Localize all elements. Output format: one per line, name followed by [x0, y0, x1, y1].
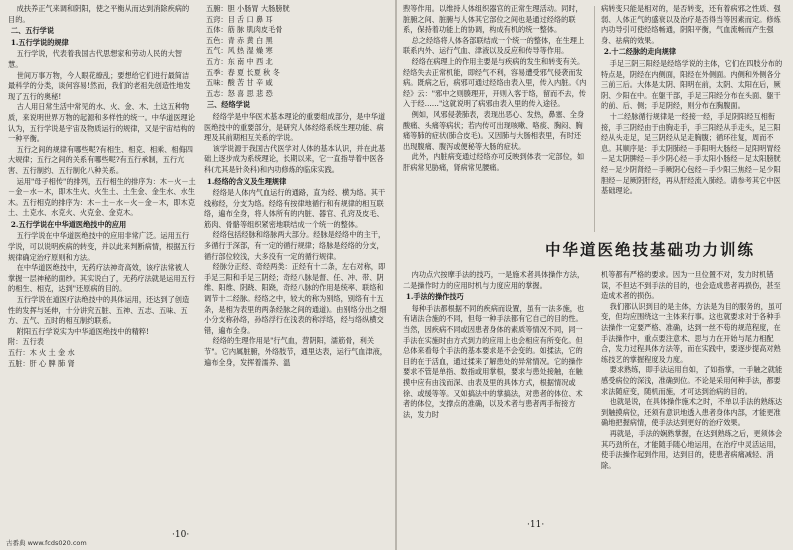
left-column-1 — [8, 4, 196, 480]
five-elements-table — [204, 4, 390, 99]
section-heading: 1.五行学说的规律 — [10, 37, 69, 47]
right-column-1-top — [403, 4, 587, 232]
paragraph: 在中华道医绝技中，无药疗法神奇高效，该疗法常被人掌握一层神秘的面纱。其实说白了，无药疗法就是运用五行的相生、相克，达到"还原病的目的。 — [8, 263, 195, 294]
table-row: 五腑：胆 小肠胃 大肠膀胱 — [206, 4, 290, 13]
paragraph: 成扶养正气来调和阴阳，使之平衡从而达到消除疾病的目的。 — [8, 4, 190, 24]
section-heading: 1.手法的操作技巧 — [405, 292, 464, 302]
paragraph: 经络包括经脉和络脉两大部分。经脉是经络中的主干，多循行于深部，有一定的循行规律；络脉是经络的分支，循行部位较浅，大多没有一定的循行规律。 — [204, 230, 386, 261]
left-page — [0, 0, 396, 550]
section-heading: 三、经络学说 — [206, 100, 251, 110]
paragraph: 机等都有严格的要求。因为一旦位置不对，发力时机错误，不但达不到手法的目的，也会造成患者再损伤，甚至造成术者的损伤。 — [601, 270, 781, 301]
paragraph: 煦等作用。以维持人体组织器官的正常生理活动。同时，脏腑之间、脏腑与人体其它部位之间也是通过经络的联系，保持着功能上的协调，构成有机的统一整体。 — [403, 4, 583, 35]
table-row: 五季：春 夏 长夏 秋 冬 — [206, 67, 280, 77]
page-number-left: ·10· — [172, 530, 190, 540]
table-row: 五志：怒 喜 思 悲 恐 — [206, 88, 273, 98]
paragraph: 运用"母子相传"的排列，五行相生的排序为：木－火－土－金－水－木，即木生火、火生土、土生金、金生水、水生木。五行相克的排序为：木－土－水－火－金－木，即木克土、土克水、水克火、火克金、金克木。 — [8, 176, 196, 218]
paragraph: 经脉分正经、奇经两类：正经有十二条，左右对称，即手足三阳和手足三阴经；奇经八脉是督、任、冲、带、阴维、阳维、阴跷、阳跷，奇经八脉的作用是统率、联络和调节十二经脉。经络之中，较大的称为别络，别络有十五条，是相为表里的两条经脉之间的通道)。由别络分出之细小分支称孙络，孙络浮行在浅表的称浮络，经与络纵横交错，遍布全身。 — [204, 262, 387, 335]
section-heading: 1.经络的含义及生理规律 — [206, 176, 287, 186]
right-column-2-bottom — [601, 270, 785, 536]
paragraph: 世间万事万物，今人眼花缭乱；要想给它们进行最简洁最科学的分类，谈何容易!然而，我们的老祖先创造性地发现了五行的奥秘! — [8, 70, 191, 101]
table-row: 五气：风 热 湿 燥 寒 — [206, 46, 273, 56]
paragraph: 经络是人体内气血运行的通路，直为经、横为络。其干线称经，分支为络。经络有按律地循行和有规律的相互联络，遍布全身，将人体所有的内脏、器官、孔窍及皮毛、筋肉、骨骼等组织紧密地联结成一个统一的整体。 — [204, 188, 386, 229]
paragraph: 再就是，手法的娴熟掌握，在达到熟练之后，更须体会其巧劲所在，才能随手随心地运用，在治疗中灵活运用，使手法操作起到作用，达到目的，使患者病痛减轻、消除。 — [601, 428, 783, 470]
section-heading: 2.五行学说在中华道医绝技中的应用 — [10, 219, 127, 229]
paragraph: 总之经络将人体各部联结成一个统一的整体，在生理上联系内外、运行气血、津液以及反应和传导等作用。 — [403, 35, 585, 56]
paragraph: 要求熟练，即手法运用自如，了如指掌，一手触之就能感受病位的深浅，准确到位。不论是采用何种手法，都要求法随症变，随机而施，才可达到治病的目的。 — [601, 365, 783, 396]
paragraph: 五行学说，代表着我国古代思想家和劳动人民的大智慧。 — [8, 49, 182, 69]
column-divider — [594, 6, 595, 232]
paragraph: 五行学说在道医疗法绝技中的具体运用，还达到了创造性的发挥与延伸，十分讲究五脏、五神、五志、五味、五方、五气、五时的相互制约联系。 — [8, 295, 190, 326]
paragraph: 五行：木 火 土 金 水 — [8, 348, 75, 357]
paragraph: 每种手法都根据不同的疾病而设置，虽有一法多施，也有诸法合施的不同，但每一种手法都有它自己的目的性。当然，因疾病不同或因患者身体的素质等情况不同，同一手法在实施时由方式到力的应用上也会相应有所变化。但总体来看每个手法的基本要求是不会变的。如揉法，它的目的在于活血，通过揉来了解患处的异常情况。它的操作要求不管是单指、数指或用掌根，要求与患处接触，在触摸中应有由浅而深、由表及里的具体方式，根据情况或徐、或缓等等。又如搞法中的掌搞法，对患者的体位、术者的体位，支撑点的准确，以及术者与患者两手衔接方法，发力时 — [403, 303, 585, 419]
paragraph: 经络学是中华医术基本理论的重要组成部分，是中华道医绝技中的重要部分，是研究人体经络系统生理功能、病理及其前期相互关系的学说。 — [204, 111, 386, 143]
meridian-section — [204, 100, 390, 368]
right-column-1-bottom — [403, 270, 587, 520]
paragraph: 经络在病理上的作用主要是与疾病的发生和转变有关。经络失去正常机能，即经气不利，容易遭受邪气侵袭而发病。既病之后，病邪可通过经络由表入里，传入内脏。《内经》云："邪中之则腠理开，开则入客于络，留而不去，传入于经……"这就说明了病邪由表入里的传入途径。 — [403, 56, 587, 109]
table-row: 五体：筋 脉 肌肉皮毛骨 — [206, 25, 283, 35]
paragraph: 手足三阴三阳经是经络学说的主体，它们在四肢分布的特点是，阴经在内侧面，阳经在外侧面。内侧和外侧各分三前三后。大体是太阴、阳明在前，太阴、太阳在后，厥阴、少阳在中。在躯干部，手足三阳经分布在头面、躯干的前、后、侧；手足阴经，则分布在胸腹面。 — [601, 58, 783, 111]
right-column-2-top — [601, 4, 785, 232]
paragraph: 例如，风邪侵袭肺表，表现出恶心、发热，鼻塞、全身酸痛、头痛等病状；若内传可出现咳嗽、咯痰、胸闷、胸痛等肺的症状(肺合皮毛)。又因肺与大肠相表里，有时还出现腹痛、腹泻或便秘等大肠的症状。 — [403, 109, 585, 151]
paragraph: 十二经脉循行规律是一经接一经，手足阴阳经互相衔接，手三阴经由于由胸走手，手三阳经从手走头，足三阳经从头走足，足三阴经从足走胸腹；循环往复，周而不息。其顺序是：手太阴肺经－手阳明大肠经－足阳明胃经－足太阴脾经－手少阴心经－手太阳小肠经－足太阳膀胱经－足少阴肾经－手厥阴心包经－手少阳三焦经－足少阳胆经－足厥阴肝经，再从肝经流入肺经。请参考其它中医基础理论。 — [601, 111, 781, 196]
paragraph: 此外，内脏病变通过经络亦可反映到体表一定部位，如肝病常见胁痛，肾病常见腰痛。 — [403, 152, 585, 172]
paragraph: 古人用日常生活中常见的水、火、金、木、土这五种物质，来说明世界万物的起源和多样性的统一。中华道医理论认为，五行学说是宇宙及物质运行的规律，又是宇宙结构的一种平衡。 — [8, 102, 195, 144]
paragraph: 五脏：肝 心 脾 肺 肾 — [8, 358, 75, 368]
paragraph: 该学说源于我国古代医学对人体的基本认识，并在此基础上逐步成为系统理论，长期以来，它一直指导着中医各科(尤其是针灸科)和内功修炼的临床实践。 — [204, 143, 386, 174]
table-row: 五色：青 赤 黄 白 黑 — [206, 35, 273, 45]
paragraph: 五行学说在中华道医绝技中的应用非常广泛。运用五行学说，可以说明疾病的转变，并以此来判断病情，根据五行规律确定治疗原则和方法。 — [8, 231, 195, 262]
page-number-right: ·11· — [527, 520, 545, 530]
section-banner-title: 中华道医绝技基础功力训练 — [545, 240, 756, 259]
right-page — [397, 0, 793, 550]
table-row: 五方：东 南 中 西 北 — [206, 56, 273, 66]
paragraph: 内功点穴按摩手法的技巧，一是施术者具体操作方法，二是操作时力的应用时机与力度应用的掌握。 — [403, 270, 585, 290]
paragraph: 附阳五行学说实为中华道医绝技中的精粹! — [16, 326, 149, 336]
left-column-2 — [204, 4, 390, 534]
paragraph: 五行之间的规律有哪些呢?有相生、相克、相乘、相侮四大规律；五行之间的关系有哪些呢?有五行承制，五行亢害、五行制约、五行制化八种关系。 — [8, 144, 193, 175]
section-heading: 二、五行学说 — [10, 26, 55, 36]
paragraph: 也就是说，在具体操作施术之时，不单以手法的熟练达到触摸病位，还须有意识地透入患者身体内部，才能更准确地把握病情，使手法达到更好的治疗效果。 — [601, 397, 783, 428]
watermark-footer: 古番典 www.fcds020.com — [6, 539, 87, 547]
paragraph: 病转变只能是相对的，是否转变，还有着病邪之性质、强弱、人体正气的盛衰以及治疗是否得当等因素而定。修炼内功导引可使经络畅通，阴阳平衡，气血流畅而产生强身、祛病的效果。 — [601, 4, 781, 45]
paragraph: 我们都认识到目的是主体，方法是为目的服务的，虽可变，但均应围绕这一主体来行事。这也就要求对于各种手法操作一定要严格、准确，达到一丝不苟的规范程度，在手法操作中，重点要注意术、思与力在开始与尾力相配合，发力过程具体方法等，而在实践中，要逐步提高对熟练技艺的掌握程度及力度。 — [601, 301, 783, 364]
paragraph: 经络的生理作用是"行气血，营阴阳，濡筋骨，利关节"。它内属脏腑，外络肢节，通里达表，运行气血津液，遍布全身，发挥着濡养、温 — [204, 336, 387, 367]
table-row: 五窍：目 舌 口 鼻 耳 — [206, 14, 273, 24]
section-heading: 2.十二经脉的走向规律 — [603, 47, 677, 57]
table-row: 五味：酸 苦 甘 辛 咸 — [206, 78, 273, 88]
paragraph: 附：五行表 — [8, 337, 44, 347]
